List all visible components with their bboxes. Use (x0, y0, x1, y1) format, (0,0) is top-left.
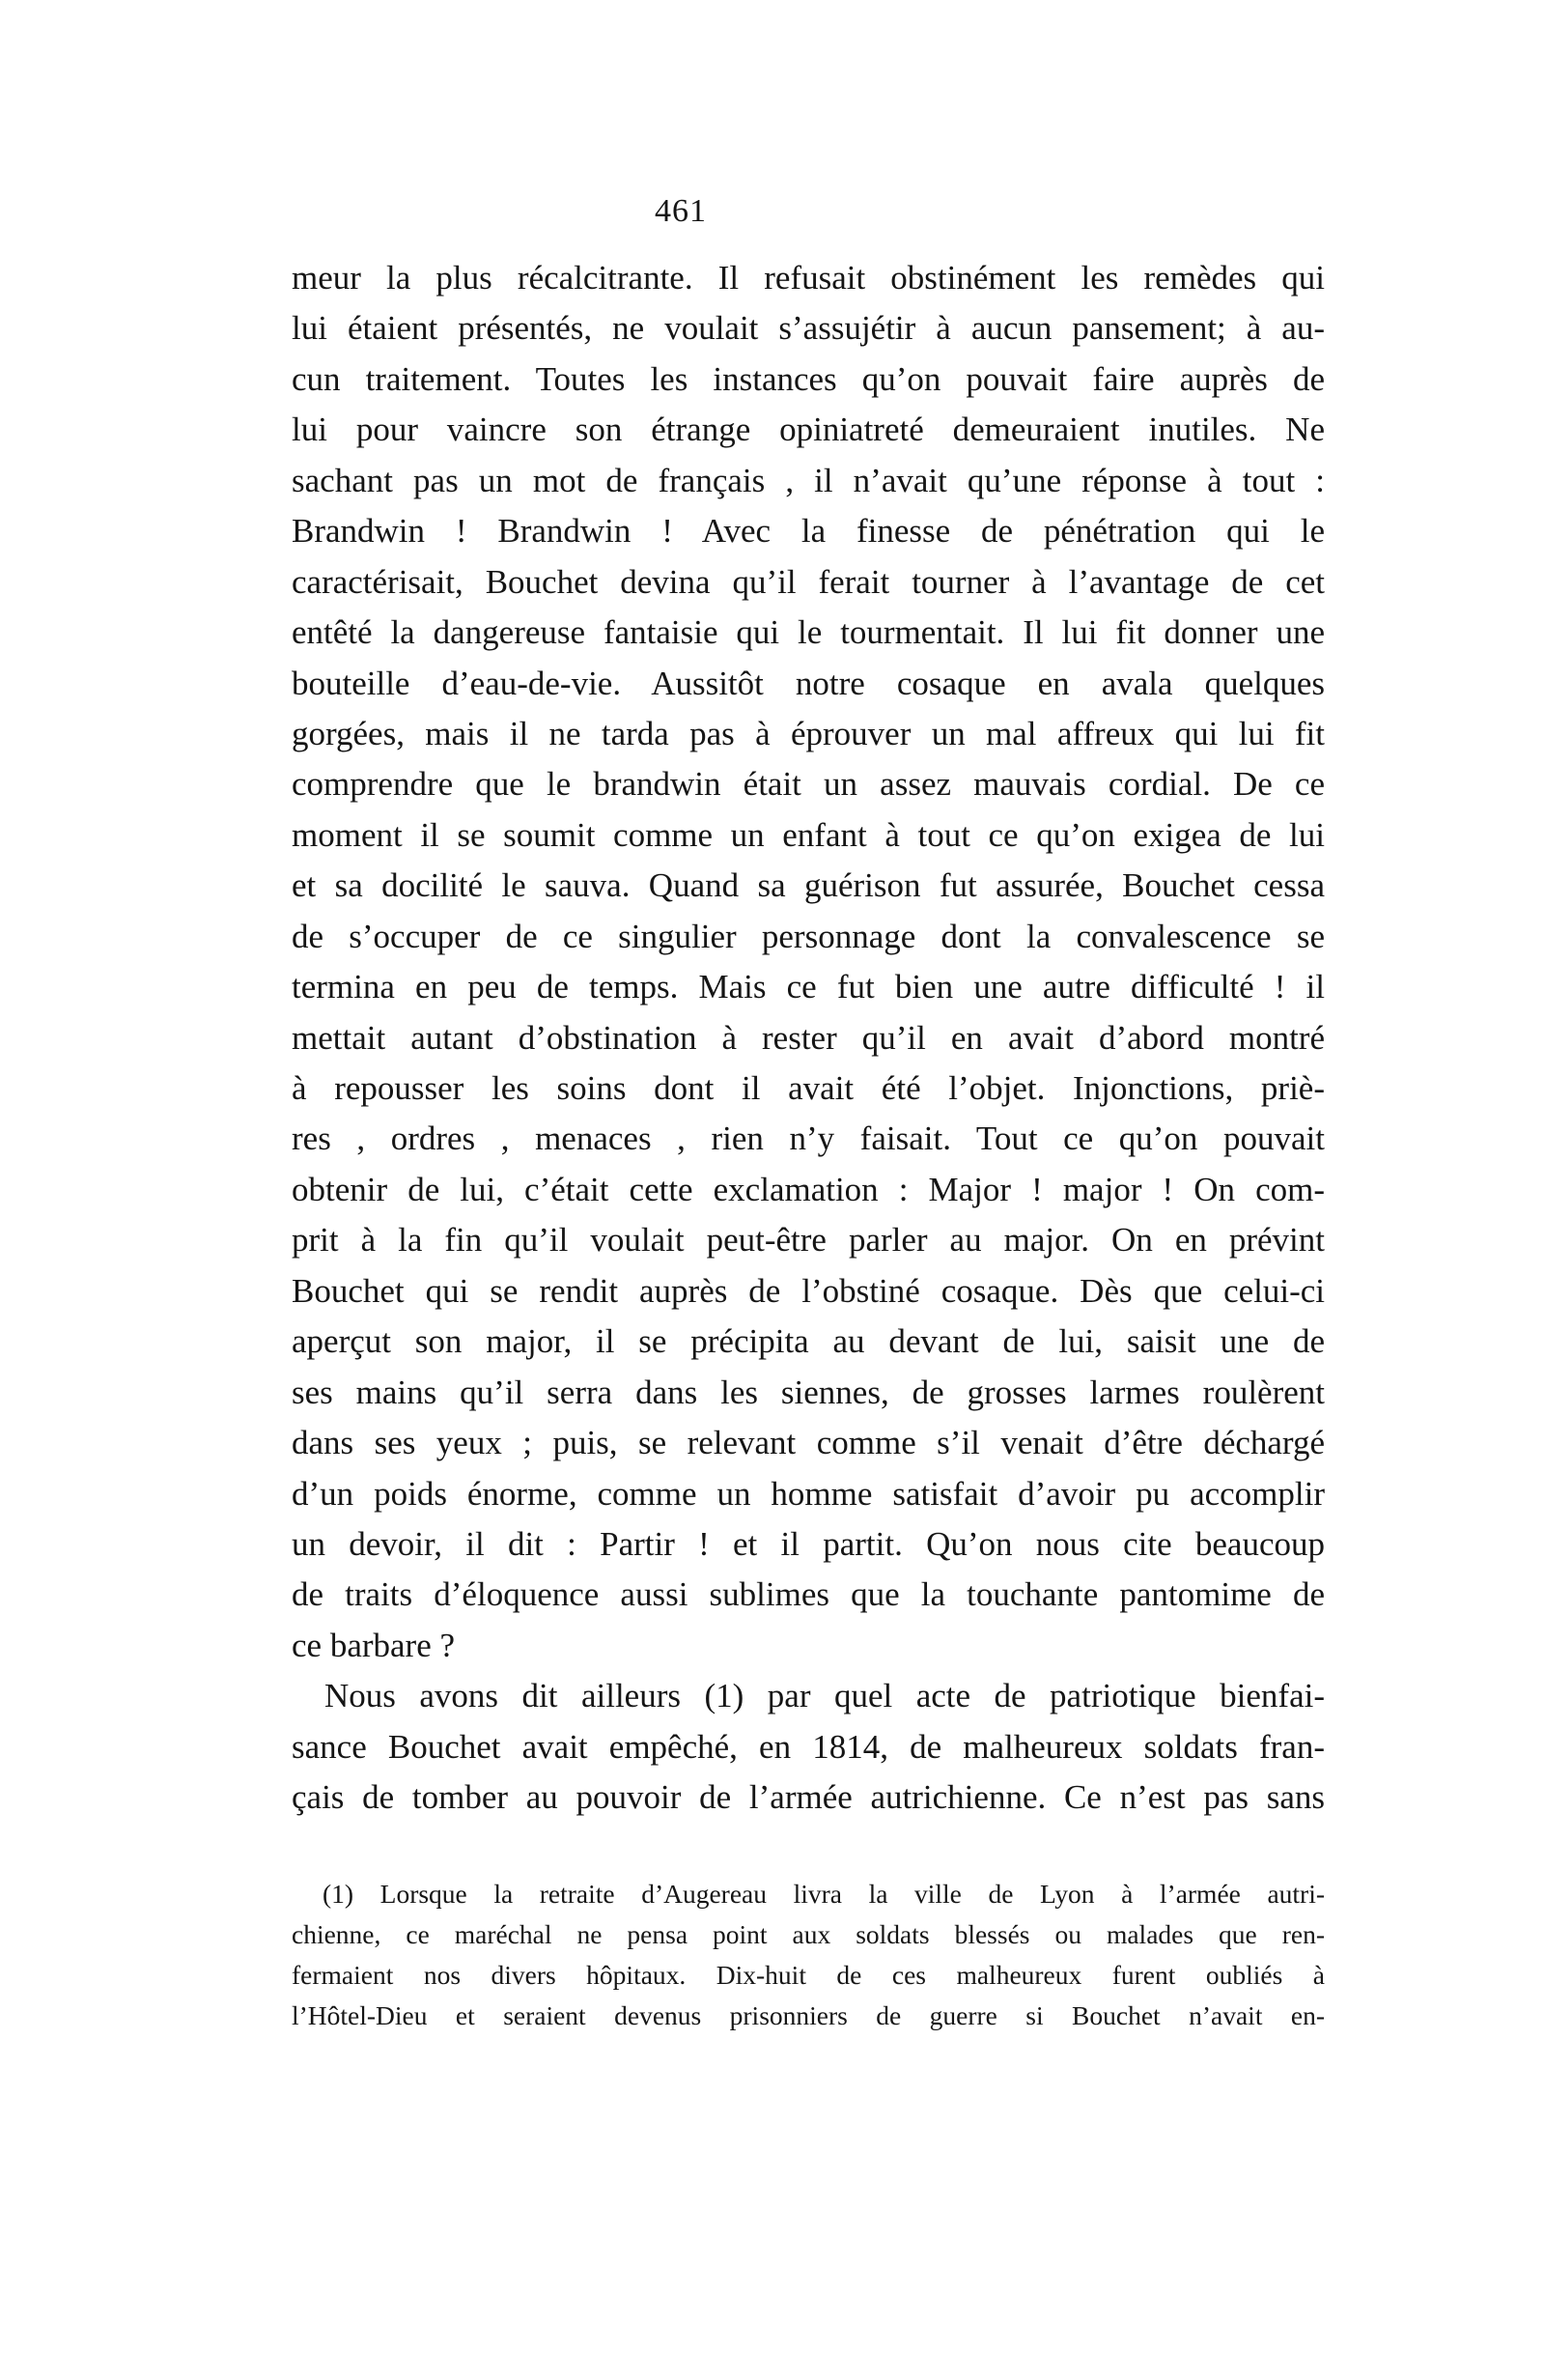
body-line: bouteille d’eau-de-vie. Aussitôt notre cosaque en avala quelques (292, 664, 1325, 702)
body-line: lui étaient présentés, ne voulait s’assujétir à aucun pansement; à au- (292, 309, 1325, 348)
body-line: et sa docilité le sauva. Quand sa guérison fut assurée, Bouchet cessa (292, 866, 1325, 905)
body-line-paragraph-end: ce barbare ? (292, 1626, 456, 1664)
body-line: dans ses yeux ; puis, se relevant comme s’il venait d’être déchargé (292, 1424, 1325, 1462)
footnote-line: fermaient nos divers hôpitaux. Dix-huit de ces malheureux furent oubliés à (292, 1960, 1325, 1990)
body-line: de s’occuper de ce singulier personnage dont la convalescence se (292, 917, 1325, 955)
footnote-line: l’Hôtel-Dieu et seraient devenus prisonniers de guerre si Bouchet n’avait en- (292, 2000, 1325, 2030)
body-line-paragraph-start: Nous avons dit ailleurs (1) par quel acte de patriotique bienfai- (324, 1677, 1325, 1715)
page-number: 461 (655, 193, 707, 229)
body-line: termina en peu de temps. Mais ce fut bien une autre difficulté ! il (292, 968, 1325, 1006)
body-text (292, 253, 1325, 1824)
body-line: comprendre que le brandwin était un assez mauvais cordial. De ce (292, 765, 1325, 804)
body-line: lui pour vaincre son étrange opiniatreté demeuraient inutiles. Ne (292, 411, 1325, 449)
body-line: obtenir de lui, c’était cette exclamation : Major ! major ! On com- (292, 1170, 1325, 1208)
body-line: aperçut son major, il se précipita au devant de lui, saisit une de (292, 1322, 1325, 1361)
body-line: sance Bouchet avait empêché, en 1814, de malheureux soldats fran- (292, 1727, 1325, 1766)
body-line: mettait autant d’obstination à rester qu’il en avait d’abord montré (292, 1018, 1325, 1057)
body-line: meur la plus récalcitrante. Il refusait obstinément les remèdes qui (292, 259, 1325, 297)
footnote-line: chienne, ce maréchal ne pensa point aux soldats blessés ou malades que ren- (292, 1919, 1325, 1949)
footnote-line: (1) Lorsque la retraite d’Augereau livra la ville de Lyon à l’armée autri- (323, 1879, 1325, 1909)
footnote (292, 1874, 1325, 2036)
body-line: moment il se soumit comme un enfant à tout ce qu’on exigea de lui (292, 815, 1325, 854)
body-line: res , ordres , menaces , rien n’y faisait. Tout ce qu’on pouvait (292, 1119, 1325, 1158)
body-line: Bouchet qui se rendit auprès de l’obstiné cosaque. Dès que celui-ci (292, 1271, 1325, 1310)
body-line: de traits d’éloquence aussi sublimes que la touchante pantomime de (292, 1575, 1325, 1614)
body-line: entêté la dangereuse fantaisie qui le tourmentait. Il lui fit donner une (292, 613, 1325, 652)
body-line: un devoir, il dit : Partir ! et il partit. Qu’on nous cite beaucoup (292, 1524, 1325, 1563)
body-line: çais de tomber au pouvoir de l’armée autrichienne. Ce n’est pas sans (292, 1778, 1325, 1817)
body-line: prit à la fin qu’il voulait peut-être parler au major. On en prévint (292, 1221, 1325, 1260)
body-line: à repousser les soins dont il avait été l’objet. Injonctions, priè- (292, 1069, 1325, 1107)
body-line: gorgées, mais il ne tarda pas à éprouver un mal affreux qui lui fit (292, 714, 1325, 752)
body-line: cun traitement. Toutes les instances qu’on pouvait faire auprès de (292, 359, 1325, 398)
body-line: d’un poids énorme, comme un homme satisfait d’avoir pu accomplir (292, 1474, 1325, 1513)
body-line: caractérisait, Bouchet devina qu’il ferait tourner à l’avantage de cet (292, 562, 1325, 601)
body-line: Brandwin ! Brandwin ! Avec la finesse de pénétration qui le (292, 512, 1325, 551)
body-line: sachant pas un mot de français , il n’avait qu’une réponse à tout : (292, 461, 1325, 499)
body-line: ses mains qu’il serra dans les siennes, de grosses larmes roulèrent (292, 1373, 1325, 1411)
